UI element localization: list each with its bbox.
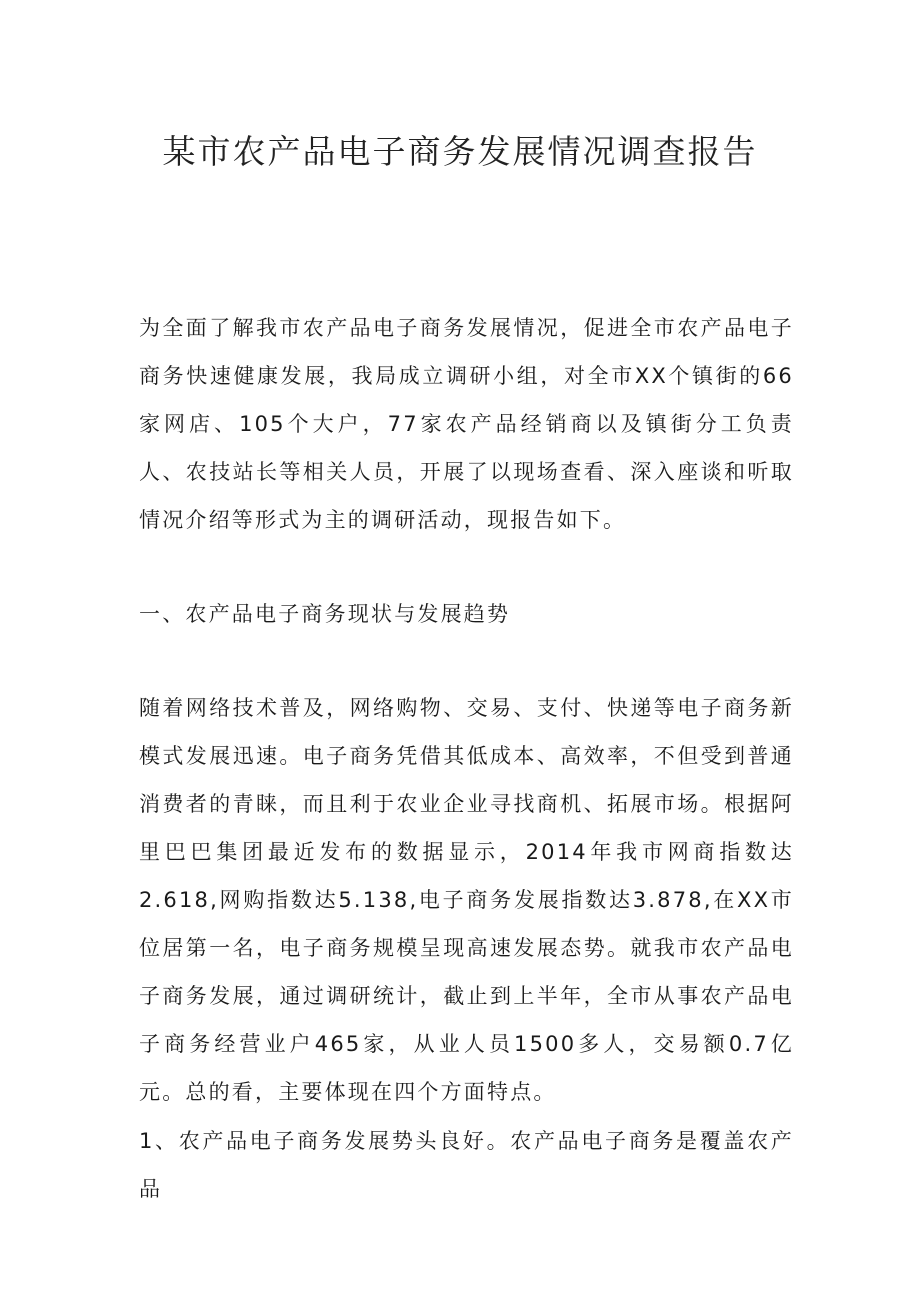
document-title: 某市农产品电子商务发展情况调查报告 <box>162 132 758 171</box>
point-one-paragraph: 1、农产品电子商务发展势头良好。农产品电子商务是覆盖农产品 <box>139 1129 794 1201</box>
intro-paragraph: 为全面了解我市农产品电子商务发展情况，促进全市农产品电子商务快速健康发展，我局成立调研小组，对全市XX个镇街的66家网店、105个大户，77家农产品经销商以及镇街分工负责人、农技站长等相关人员，开展了以现场查看、深入座谈和听取情况介绍等形式为主的调研活动，现报告如下。 <box>139 316 794 532</box>
section-paragraph: 随着网络技术普及，网络购物、交易、支付、快递等电子商务新模式发展迅速。电子商务凭借其低成本、高效率，不但受到普通消费者的青睐，而且利于农业企业寻找商机、拓展市场。根据阿里巴巴集团最近发布的数据显示，2014年我市网商指数达2.618,网购指数达5.138,电子商务发展指数达3.878,在XX市位居第一名，电子商务规模呈现高速发展态势。就我市农产品电子商务发展，通过调研统计，截止到上半年，全市从事农产品电子商务经营业户465家，从业人员1500多人，交易额0.7亿元。总的看，主要体现在四个方面特点。 <box>139 696 794 1104</box>
section-heading: 一、农产品电子商务现状与发展趋势 <box>139 602 511 626</box>
